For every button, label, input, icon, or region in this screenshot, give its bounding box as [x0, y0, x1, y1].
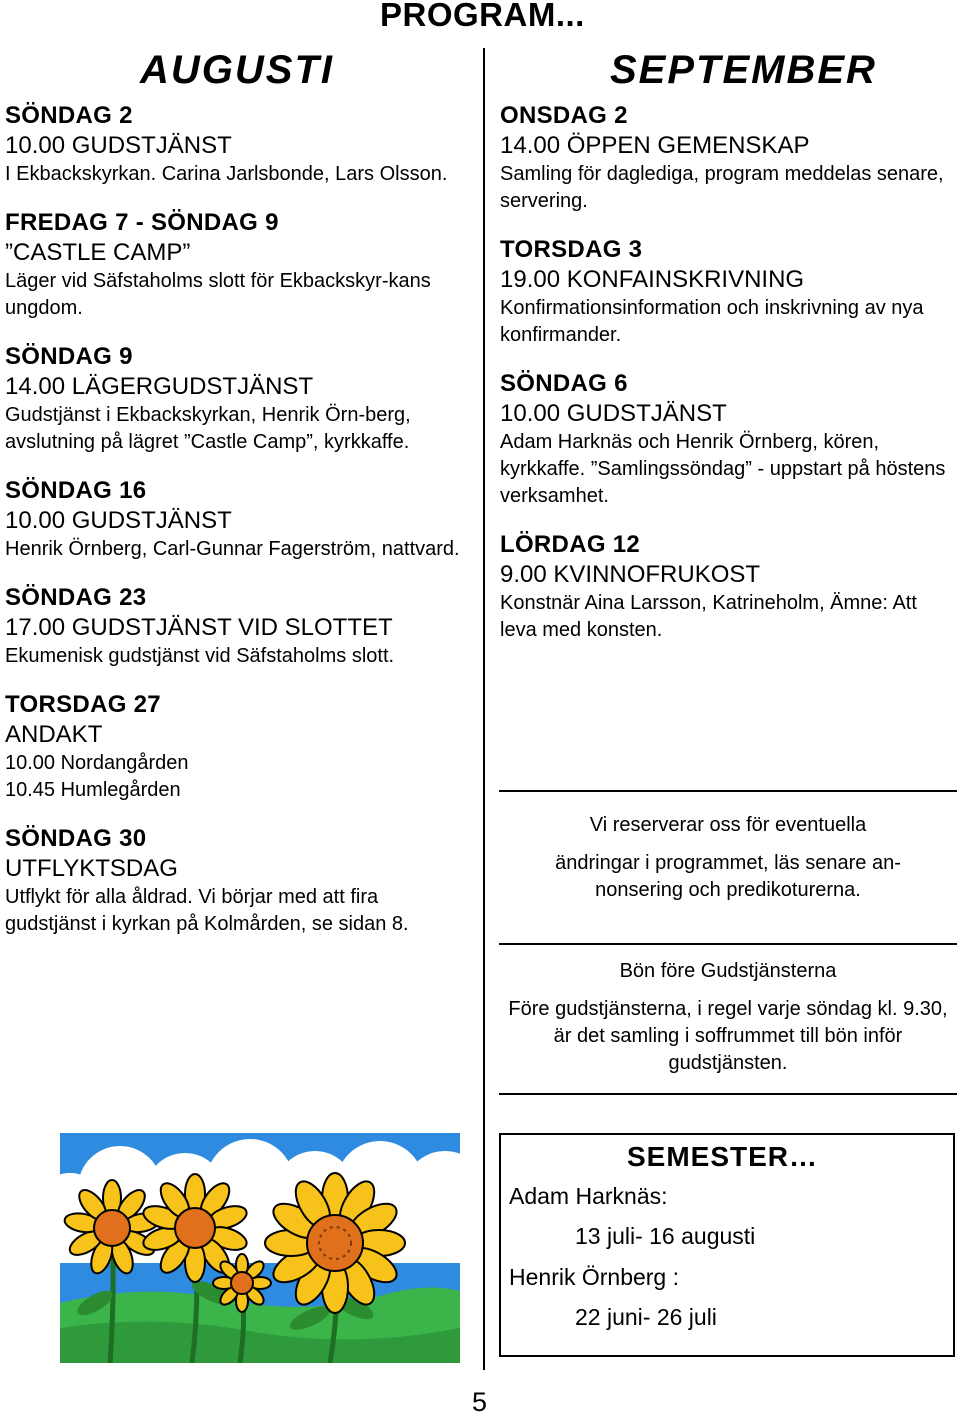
event-day: SÖNDAG 6	[500, 370, 628, 397]
event-august-3	[5, 342, 467, 456]
event-day: TORSDAG 3	[500, 236, 643, 263]
page-number: 5	[472, 1387, 488, 1417]
event-heading: ”CASTLE CAMP”	[5, 239, 191, 266]
event-day: TORSDAG 27	[5, 691, 161, 718]
sunflower-illustration	[60, 1133, 460, 1363]
event-day: SÖNDAG 16	[5, 477, 147, 504]
event-august-7	[5, 824, 467, 938]
september-column	[500, 101, 958, 664]
column-divider	[483, 48, 485, 1370]
event-description: Samling för daglediga, program meddelas senare, servering.	[500, 163, 944, 212]
event-description: Konstnär Aina Larsson, Katrineholm, Ämne: Att leva med konsten.	[500, 592, 917, 641]
event-august-6	[5, 690, 467, 804]
event-description: Konfirmationsinformation och inskrivning av nya konfirmander.	[500, 297, 924, 346]
event-heading: 10.00 GUDSTJÄNST	[500, 400, 727, 427]
event-description: Adam Harknäs och Henrik Örnberg, kören, kyrkkaffe. ”Samlingssöndag” - uppstart på höstens verksamhet.	[500, 431, 946, 507]
event-description: Ekumenisk gudstjänst vid Säfstaholms slott.	[5, 645, 395, 667]
prayer-title: Bön före Gudstjänsterna	[619, 960, 837, 982]
event-day: SÖNDAG 30	[5, 825, 147, 852]
notice-line-1: Vi reserverar oss för eventuella	[589, 814, 867, 836]
semester-box	[499, 1133, 955, 1357]
event-august-4	[5, 476, 467, 563]
event-heading: 10.00 GUDSTJÄNST	[5, 132, 232, 159]
event-september-4	[500, 530, 958, 644]
prayer-text: Före gudstjänsterna, i regel varje söndag kl. 9.30, är det samling i soffrummet till bön inför gudstjänsten.	[508, 998, 948, 1074]
event-heading: 19.00 KONFAINSKRIVNING	[500, 266, 805, 293]
event-day: SÖNDAG 23	[5, 584, 147, 611]
month-heading-august: AUGUSTI	[140, 48, 334, 92]
event-august-5	[5, 583, 467, 670]
event-september-1	[500, 101, 958, 215]
event-description: Utflykt för alla åldrad. Vi börjar med att fira gudstjänst i kyrkan på Kolmården, se sidan 8.	[5, 886, 409, 935]
event-day: ONSDAG 2	[500, 102, 628, 129]
event-heading: 10.00 GUDSTJÄNST	[5, 507, 232, 534]
august-column	[5, 101, 467, 958]
event-heading: ANDAKT	[5, 721, 103, 748]
prayer-bottom-rule	[499, 1093, 957, 1095]
event-august-2	[5, 208, 467, 322]
event-heading: 14.00 ÖPPEN GEMENSKAP	[500, 132, 810, 159]
semester-dates-2: 22 juni- 26 juli	[575, 1304, 717, 1330]
month-heading-september: SEPTEMBER	[610, 48, 877, 92]
event-description: 10.00 Nordangården 10.45 Humlegården	[5, 752, 189, 801]
event-description: I Ekbackskyrkan. Carina Jarlsbonde, Lars Olsson.	[5, 163, 448, 185]
event-description: Läger vid Säfstaholms slott för Ekbackskyr-kans ungdom.	[5, 270, 431, 319]
event-day: SÖNDAG 9	[5, 343, 133, 370]
event-description: Henrik Örnberg, Carl-Gunnar Fagerström, nattvard.	[5, 538, 460, 560]
semester-person-2: Henrik Örnberg :	[509, 1264, 680, 1290]
semester-person-1: Adam Harknäs:	[509, 1183, 668, 1209]
event-heading: 9.00 KVINNOFRUKOST	[500, 561, 761, 588]
notice-line-2: ändringar i programmet, läs senare an-nonsering och predikoturerna.	[555, 852, 901, 901]
semester-dates-1: 13 juli- 16 augusti	[575, 1223, 756, 1249]
event-heading: 17.00 GUDSTJÄNST VID SLOTTET	[5, 614, 393, 641]
page-title: PROGRAM...	[380, 0, 585, 33]
event-day: FREDAG 7 - SÖNDAG 9	[5, 209, 279, 236]
event-day: SÖNDAG 2	[5, 102, 133, 129]
event-day: LÖRDAG 12	[500, 531, 641, 558]
event-august-1	[5, 101, 467, 188]
notice-bottom-rule	[499, 943, 957, 945]
event-september-2	[500, 235, 958, 349]
event-heading: UTFLYKTSDAG	[5, 855, 178, 882]
event-september-3	[500, 369, 958, 510]
semester-title: SEMESTER…	[627, 1141, 819, 1172]
notice-top-rule	[499, 790, 957, 792]
event-heading: 14.00 LÄGERGUDSTJÄNST	[5, 373, 314, 400]
event-description: Gudstjänst i Ekbackskyrkan, Henrik Örn-berg, avslutning på lägret ”Castle Camp”, kyrkkaffe.	[5, 404, 411, 453]
